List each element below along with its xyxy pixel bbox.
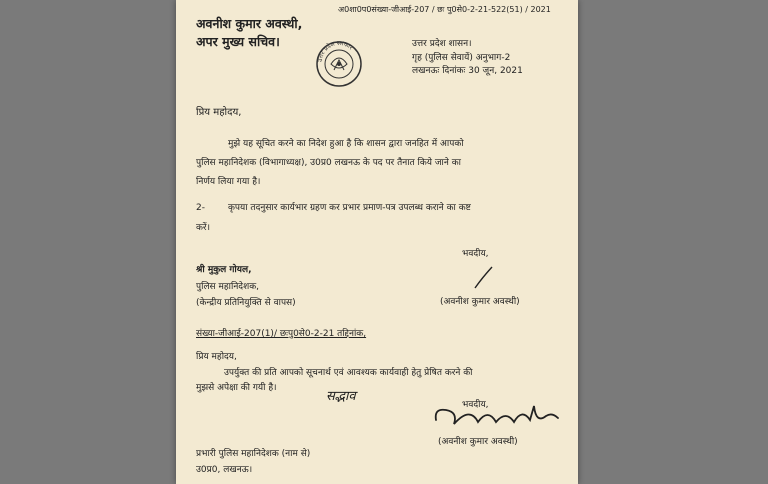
endorsement-body-line-1: उपर्युक्त की प्रति आपको सूचनार्थ एवं आवश्यक कार्यवाही हेतु प्रेषित करने की — [224, 368, 473, 378]
paragraph-1-line-2: पुलिस महानिदेशक (विभागाध्यक्ष), उ0प्र0 लखनऊ के पद पर तैनात किये जाने का — [196, 158, 461, 168]
closing-2: भवदीय, — [462, 400, 489, 410]
sender-name: अवनीश कुमार अवस्थी, — [196, 16, 303, 31]
endorsement-reference: संख्या-जीआई-207(1)/ छःपु0से0-2-21 तद्दिनांक, — [196, 329, 367, 339]
letter-page — [176, 0, 578, 484]
paragraph-1-line-3: निर्णय लिया गया है। — [196, 177, 261, 187]
signature-2 — [430, 398, 562, 434]
endorsement-recipient: प्रभारी पुलिस महानिदेशक (नाम से) — [196, 449, 311, 459]
department-line: गृह (पुलिस सेवायें) अनुभाग-2 — [412, 53, 511, 63]
recipient-name: श्री मुकुल गोयल, — [196, 265, 252, 275]
endorsement-recipient-place: उ0प्र0, लखनऊ। — [196, 465, 253, 475]
paragraph-2-line-1: कृपया तदनुसार कार्यभार ग्रहण कर प्रभार प्रमाण-पत्र उपलब्ध कराने का कष्ट — [228, 203, 471, 213]
paragraph-2-number: 2- — [196, 203, 205, 213]
sender-designation: अपर मुख्य सचिव। — [196, 34, 280, 49]
endorsement-salutation: प्रिय महोदय, — [196, 352, 237, 362]
closing-1: भवदीय, — [462, 249, 489, 259]
salutation: प्रिय महोदय, — [196, 107, 242, 118]
reference-number: अ0शा0प0संख्या-जीआई-207 / छः पु0से0-2-21-522(51) / 2021 — [338, 5, 551, 14]
recipient-note: (केन्द्रीय प्रतिनियुक्ति से वापस) — [196, 298, 296, 308]
recipient-designation: पुलिस महानिदेशक, — [196, 282, 259, 292]
up-government-emblem — [314, 34, 364, 88]
signatory-2: (अवनीश कुमार अवस्थी) — [438, 437, 518, 447]
paragraph-1-line-1: मुझे यह सूचित करने का निदेश हुआ है कि शासन द्वारा जनहित में आपको — [228, 139, 464, 149]
emblem-text: उत्तर प्रदेश सरकार — [316, 39, 355, 63]
place-date: लखनऊः दिनांकः 30 जून, 2021 — [412, 66, 523, 76]
signature-stroke-1 — [472, 264, 496, 290]
signatory-1: (अवनीश कुमार अवस्थी) — [440, 297, 520, 307]
paragraph-2-line-2: करें। — [196, 223, 211, 233]
endorsement-body-line-2: मुझसे अपेक्षा की गयी है। — [196, 383, 277, 393]
government-line: उत्तर प्रदेश शासन। — [412, 39, 472, 49]
handwritten-note: सद्भाव — [326, 389, 356, 404]
